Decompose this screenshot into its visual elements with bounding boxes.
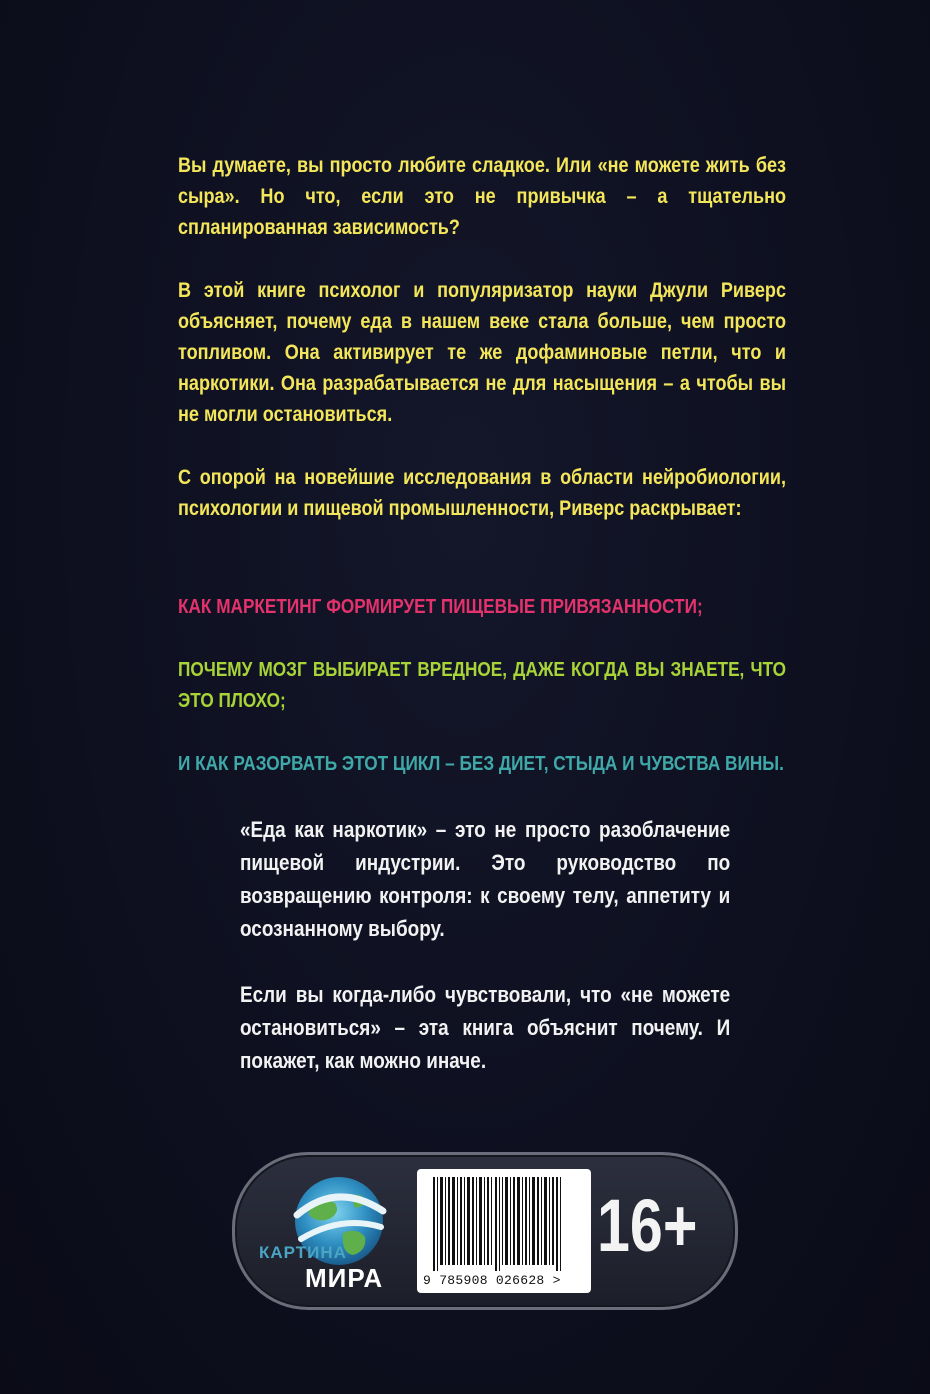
isbn-barcode bbox=[417, 1169, 591, 1293]
intro-paragraph-1: Вы думаете, вы просто любите сладкое. Или «не можете жить без сыра». Но что, если это не привычка – а тщательно спланированная зависимость? bbox=[178, 154, 787, 239]
intro-paragraph-2: В этой книге психолог и популяризатор науки Джули Риверс объясняет, почему еда в нашем веке стала больше, чем просто топливом. Она активирует те же дофаминовые петли, что и наркотики. Она разрабатывается не для насыщения – а чтобы вы не могли остановиться. bbox=[178, 279, 787, 426]
key-point-marketing: КАК МАРКЕТИНГ ФОРМИРУЕТ ПИЩЕВЫЕ ПРИВЯЗАННОСТИ; bbox=[178, 596, 703, 618]
publisher-name-line2: МИРА bbox=[305, 1263, 384, 1293]
barcode-icon bbox=[421, 1177, 587, 1271]
intro-text-block bbox=[178, 150, 786, 556]
isbn-number: 9 785908 026628 > bbox=[423, 1273, 561, 1288]
publisher-name-line1: КАРТИНА bbox=[259, 1243, 347, 1262]
key-point-break-cycle: И КАК РАЗОРВАТЬ ЭТОТ ЦИКЛ – БЕЗ ДИЕТ, СТЫДА И ЧУВСТВА ВИНЫ. bbox=[178, 753, 784, 775]
key-point-brain: ПОЧЕМУ МОЗГ ВЫБИРАЕТ ВРЕДНОЕ, ДАЖЕ КОГДА ВЫ ЗНАЕТЕ, ЧТО ЭТО ПЛОХО; bbox=[178, 659, 787, 712]
closing-paragraph-1: «Еда как наркотик» – это не просто разоблачение пищевой индустрии. Это руководство по возвращению контроля: к своему телу, аппетиту и осознанному выбору. bbox=[240, 817, 731, 941]
intro-paragraph-3: С опорой на новейшие исследования в области нейробиологии, психологии и пищевой промышленности, Риверс раскрывает: bbox=[178, 466, 787, 520]
publisher-badge bbox=[232, 1152, 738, 1310]
closing-paragraph-2: Если вы когда-либо чувствовали, что «не можете остановиться» – эта книга объяснит почему. И покажет, как можно иначе. bbox=[240, 982, 731, 1073]
age-rating: 16+ bbox=[597, 1184, 698, 1267]
closing-text-block bbox=[240, 813, 730, 1110]
key-points-list bbox=[178, 592, 786, 812]
